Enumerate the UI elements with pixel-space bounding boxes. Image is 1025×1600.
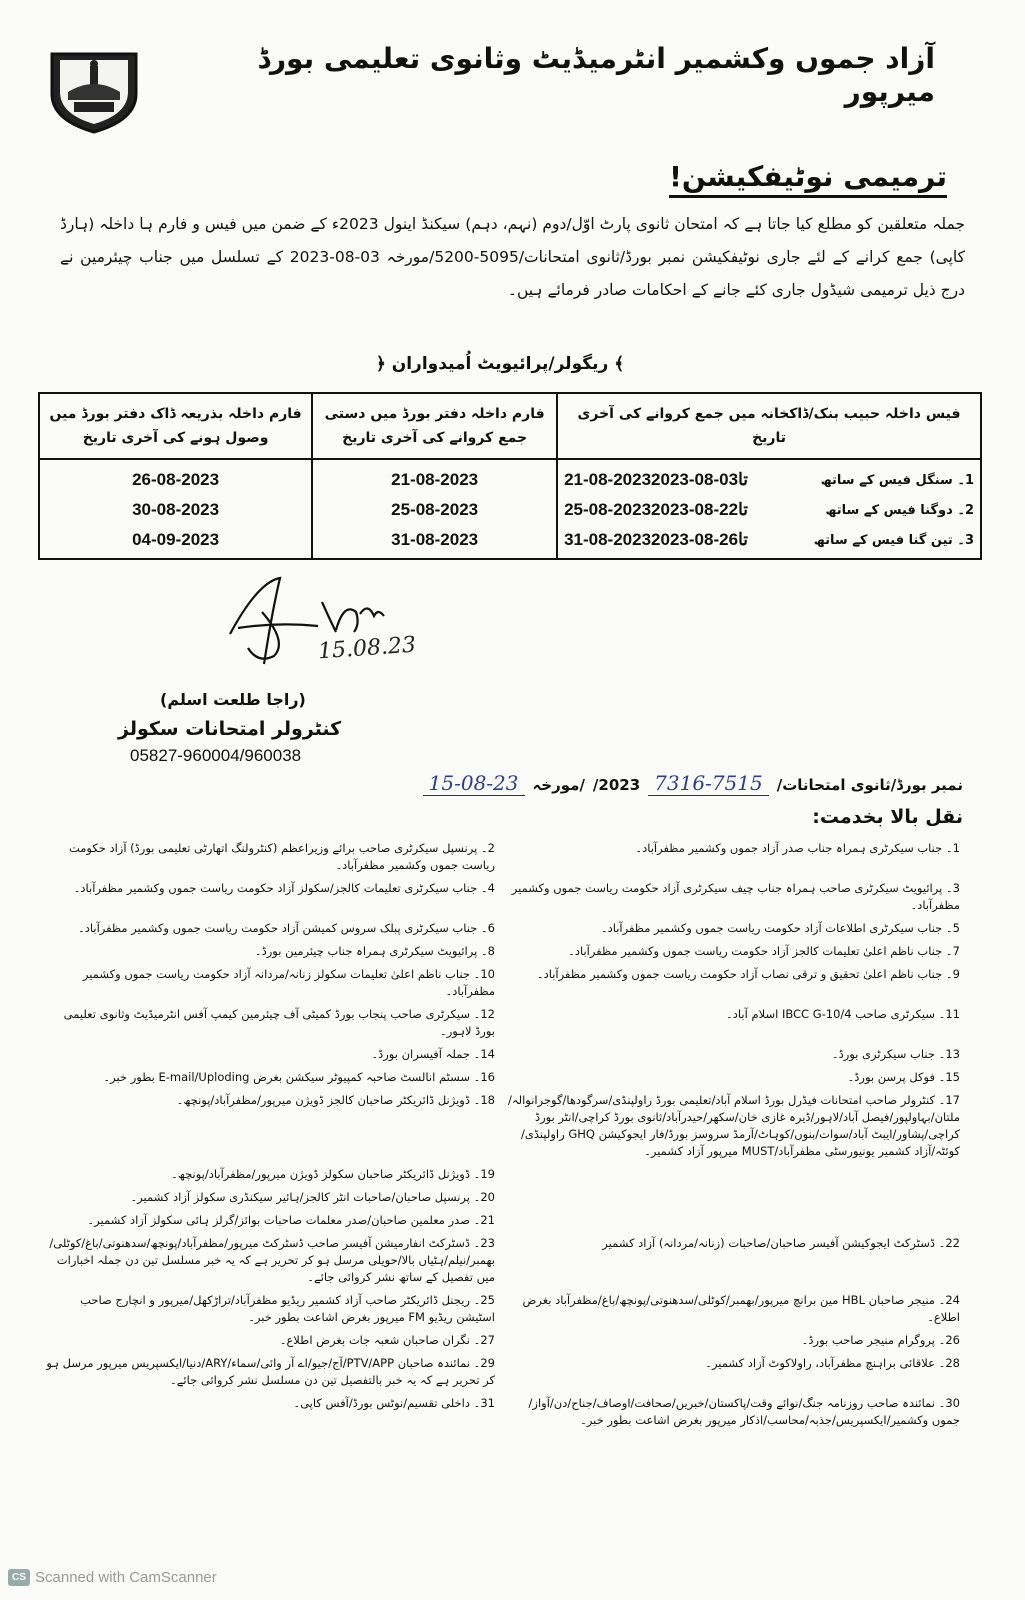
distribution-heading: نقل بالا بخدمت: <box>812 806 963 828</box>
distribution-entry: 11۔ سیکرٹری صاحب IBCC G-10/4 اسلام آباد۔ <box>726 1007 960 1021</box>
signatory-phone: 05827-960004/960038 <box>130 746 302 765</box>
distribution-entry: 29۔ نمائندہ صاحبان PTV/APP/آج/جیو/اے آر وائی/سماء/ARY/دنیا/ایکسپریس میرپور مرسل ہو کر تحریر ہے کہ یہ خبر بالتفصیل تین دن مسلسل نشر کروائی جائے۔ <box>46 1356 495 1387</box>
notice-intro: جملہ متعلقین کو مطلع کیا جاتا ہے کہ امتحان ثانوی پارٹ اوّل/دوم (نہم، دہم) سیکنڈ اینول 2023ء کے ضمن میں فیس و فارم ہا داخلہ (ہارڈ کاپی) جمع کرانے کے لئے جاری نوٹیفکیشن نمبر بورڈ/ثانوی امتحانات/5095-5200/مورخہ 03-08-2023 کے تسلسل میں جناب چیئرمین نے درج ذیل ترمیمی شیڈول جاری کئے جانے کے احکامات صادر فرمائے ہیں۔ <box>60 215 966 299</box>
reference-year: /2023 <box>592 776 641 794</box>
signature-date: 15.08.23 <box>317 632 417 665</box>
distribution-entry: 2۔ پرنسپل سیکرٹری صاحب برائے وزیراعظم (کنٹرولنگ اتھارٹی تعلیمی بورڈ) آزاد حکومت ریاست جموں وکشمیر مظفرآباد۔ <box>68 841 495 872</box>
list-item <box>36 1292 966 1326</box>
distribution-entry: 16۔ سسٹم انالسٹ صاحبہ کمپیوٹر سیکشن بغرض E-mail/Uploding بطور خبر۔ <box>103 1070 495 1084</box>
list-item <box>36 1332 966 1349</box>
fee-period: 25-08-2023تا22-08-2023 <box>564 500 748 519</box>
distribution-entry: 31۔ داخلی تقسیم/نوٹس بورڈ/آفس کاپی۔ <box>293 1396 495 1410</box>
distribution-entry: 26۔ پروگرام منیجر صاحب بورڈ۔ <box>801 1333 960 1347</box>
table-row <box>39 459 981 495</box>
signatory-title: کنٹرولر امتحانات سکولز <box>118 718 342 740</box>
distribution-entry: 17۔ کنٹرولر صاحب امتحانات فیڈرل بورڈ اسلام آباد/تعلیمی بورڈ راولپنڈی/سرگودھا/گوجرانوالہ/ملتان/بہاولپور/فیصل آباد/لاہور/ڈیرہ غازی خان/سکھر/حیدرآباد/ثانوی بورڈ کراچی/انٹر بورڈ کراچی/پشاور/ایبٹ آباد/سوات/بنوں/کوہاٹ/آرمڈ سروسز بورڈ/فار ایجوکیشن GHQ راولپنڈی/کوئٹہ/آزاد کشمیر یونیورسٹی مظفرآباد/MUST میرپور آزاد کشمیر۔ <box>507 1093 960 1158</box>
signatory-name: (راجا طلعت اسلم) <box>160 690 306 709</box>
distribution-entry: 7۔ جناب ناظم اعلیٰ تعلیمات کالجز آزاد حکومت ریاست جموں وکشمیر مظفرآباد۔ <box>568 944 960 958</box>
distribution-entry: 25۔ ریجنل ڈائریکٹر صاحب آزاد کشمیر ریڈیو مظفرآباد/تراڑکھل/میرپور و انچارج صاحب اسٹیشن ریڈیو FM میرپور بغرض اشاعت بطور خبر۔ <box>80 1293 495 1324</box>
table-row <box>39 525 981 559</box>
fee-label: 3۔ تین گنا فیس کے ساتھ <box>813 532 974 548</box>
notice-heading: ترمیمی نوٹیفکیشن! <box>669 160 947 198</box>
hand-date: 31-08-2023 <box>312 525 557 559</box>
section-label: ﴾ ریگولر/پرائیویٹ اُمیدواران ﴿ <box>375 354 625 374</box>
board-logo-icon <box>44 36 144 136</box>
list-item <box>36 1046 966 1063</box>
list-item <box>36 1166 966 1183</box>
scanner-footer <box>8 1569 217 1586</box>
distribution-entry: 22۔ ڈسٹرکٹ ایجوکیشن آفیسر صاحبان/صاحبات (زنانہ/مردانہ) آزاد کشمیر <box>602 1236 960 1250</box>
header-hand-submission: فارم داخلہ دفتر بورڈ میں دستی جمع کروانے کی آخری تاریخ <box>312 393 557 459</box>
distribution-list <box>36 840 966 1435</box>
distribution-entry: 1۔ جناب سیکرٹری ہمراہ جناب صدر آزاد جموں وکشمیر مظفرآباد۔ <box>635 841 960 855</box>
fee-cell <box>557 525 981 559</box>
list-item <box>36 1395 966 1429</box>
table-header-row <box>39 393 981 459</box>
list-item <box>36 1212 966 1229</box>
fee-label: 2۔ دوگنا فیس کے ساتھ <box>825 502 974 518</box>
fee-label: 1۔ سنگل فیس کے ساتھ <box>820 472 974 488</box>
list-item <box>36 1006 966 1040</box>
reference-number: 7316-7515 <box>648 771 769 796</box>
list-item <box>36 1069 966 1086</box>
schedule-table <box>38 392 982 560</box>
distribution-entry: 15۔ فوکل پرسن بورڈ۔ <box>847 1070 960 1084</box>
distribution-entry: 3۔ پرائیویٹ سیکرٹری صاحب ہمراہ جناب چیف سیکرٹری آزاد حکومت ریاست جموں وکشمیر مظفرآباد۔ <box>511 881 960 912</box>
signature-scribble-icon <box>218 572 458 682</box>
distribution-entry: 27۔ نگران صاحبان شعبہ جات بغرض اطلاع۔ <box>279 1333 495 1347</box>
distribution-entry: 12۔ سیکرٹری صاحب پنجاب بورڈ کمیٹی آف چیئرمین کیمپ آفس انٹرمیڈیٹ وثانوی تعلیمی بورڈ لاہور۔ <box>63 1007 495 1038</box>
distribution-entry: 13۔ جناب سیکرٹری بورڈ۔ <box>831 1047 960 1061</box>
distribution-entry <box>501 1212 966 1229</box>
reference-prefix: نمبر بورڈ/ثانوی امتحانات/ <box>776 776 963 794</box>
list-item <box>36 966 966 1000</box>
distribution-entry: 19۔ ڈویژنل ڈائریکٹر صاحبان سکولز ڈویژن میرپور/مظفرآباد/پونچھ۔ <box>171 1167 495 1181</box>
fee-period: 31-08-2023تا26-08-2023 <box>564 530 748 549</box>
distribution-entry: 9۔ جناب ناظم اعلیٰ تحقیق و ترقی نصاب آزاد حکومت ریاست جموں وکشمیر مظفرآباد۔ <box>536 967 960 981</box>
distribution-entry <box>501 1166 966 1183</box>
hand-date: 21-08-2023 <box>312 459 557 495</box>
distribution-entry: 20۔ پرنسپل صاحبان/صاحبات انٹر کالجز/ہائیر سیکنڈری سکولز آزاد کشمیر۔ <box>130 1190 495 1204</box>
fee-cell <box>557 495 981 525</box>
list-item <box>36 1189 966 1206</box>
list-item <box>36 1092 966 1160</box>
distribution-entry: 28۔ علاقائی براہنچ مظفرآباد، راولاکوٹ آزاد کشمیر۔ <box>705 1356 960 1370</box>
reference-dated-label: /مورخہ <box>532 776 585 794</box>
distribution-entry: 6۔ جناب سیکرٹری پبلک سروس کمیشن آزاد حکومت ریاست جموں وکشمیر مظفرآباد۔ <box>78 921 495 935</box>
list-item <box>36 1355 966 1389</box>
post-date: 30-08-2023 <box>39 495 312 525</box>
board-title: آزاد جموں وکشمیر انٹرمیڈیٹ وثانوی تعلیمی بورڈ میرپور <box>257 42 935 108</box>
distribution-entry: 21۔ صدر معلمین صاحبان/صدر معلمات صاحبات بوائز/گرلز ہائی سکولز آزاد کشمیر۔ <box>87 1213 495 1227</box>
reference-date: 15-08-23 <box>423 771 525 796</box>
header-fee-deadline: فیس داخلہ حبیب بنک/ڈاکخانہ میں جمع کروانے کی آخری تاریخ <box>557 393 981 459</box>
list-item <box>36 840 966 874</box>
header-post-receipt: فارم داخلہ بذریعہ ڈاک دفتر بورڈ میں وصول ہونے کی آخری تاریخ <box>39 393 312 459</box>
list-item <box>36 1235 966 1286</box>
scanner-text: Scanned with CamScanner <box>35 1569 217 1586</box>
distribution-entry: 4۔ جناب سیکرٹری تعلیمات کالجز/سکولز آزاد حکومت ریاست جموں وکشمیر مظفرآباد۔ <box>73 881 495 895</box>
distribution-entry: 5۔ جناب سیکرٹری اطلاعات آزاد حکومت ریاست جموں وکشمیر مظفرآباد۔ <box>600 921 960 935</box>
fee-cell <box>557 459 981 495</box>
distribution-entry: 10۔ جناب ناظم اعلیٰ تعلیمات سکولز زنانہ/مردانہ آزاد حکومت ریاست جموں وکشمیر مظفرآباد۔ <box>82 967 495 998</box>
distribution-entry: 14۔ جملہ آفیسران بورڈ۔ <box>371 1047 495 1061</box>
post-date: 04-09-2023 <box>39 525 312 559</box>
hand-date: 25-08-2023 <box>312 495 557 525</box>
distribution-entry <box>501 1189 966 1206</box>
list-item <box>36 880 966 914</box>
distribution-entry: 8۔ پرائیویٹ سیکرٹری ہمراہ جناب چیئرمین بورڈ۔ <box>254 944 495 958</box>
table-row <box>39 495 981 525</box>
fee-period: 21-08-2023تا03-08-2023 <box>564 470 748 489</box>
distribution-entry: 18۔ ڈویژنل ڈائریکٹر صاحبان کالجز ڈویژن میرپور/مظفرآباد/پونچھ۔ <box>176 1093 495 1107</box>
list-item <box>36 920 966 937</box>
post-date: 26-08-2023 <box>39 459 312 495</box>
reference-line <box>423 771 963 796</box>
distribution-entry: 23۔ ڈسٹرکٹ انفارمیشن آفیسر صاحب ڈسٹرکٹ میرپور/مظفرآباد/پونچھ/سدھنوتی/باغ/کوٹلی/بھمبر/نیلم/ہٹیاں بالا/حویلی مرسل ہو کر تحریر ہے کہ یہ خبر مسلسل تین دن جملہ اخبارات میں تفصیل کے ساتھ نشر کروائی جائے۔ <box>49 1236 495 1284</box>
list-item <box>36 943 966 960</box>
distribution-entry: 30۔ نمائندہ صاحب روزنامہ جنگ/نوائے وقت/پاکستان/خبریں/صحافت/اوصاف/جناح/دن/آواز/جموں وکشمیر/ایکسپریس/جذبہ/محاسب/اذکار میرپور بغرض اشاعت بطور خبر۔ <box>528 1396 960 1427</box>
distribution-entry: 24۔ منیجر صاحبان HBL مین برانچ میرپور/بھمبر/کوٹلی/سدھنوتی/پونچھ/باغ/مظفرآباد بغرض اطلاع۔ <box>522 1293 960 1324</box>
camscanner-icon: CS <box>8 1569 30 1586</box>
